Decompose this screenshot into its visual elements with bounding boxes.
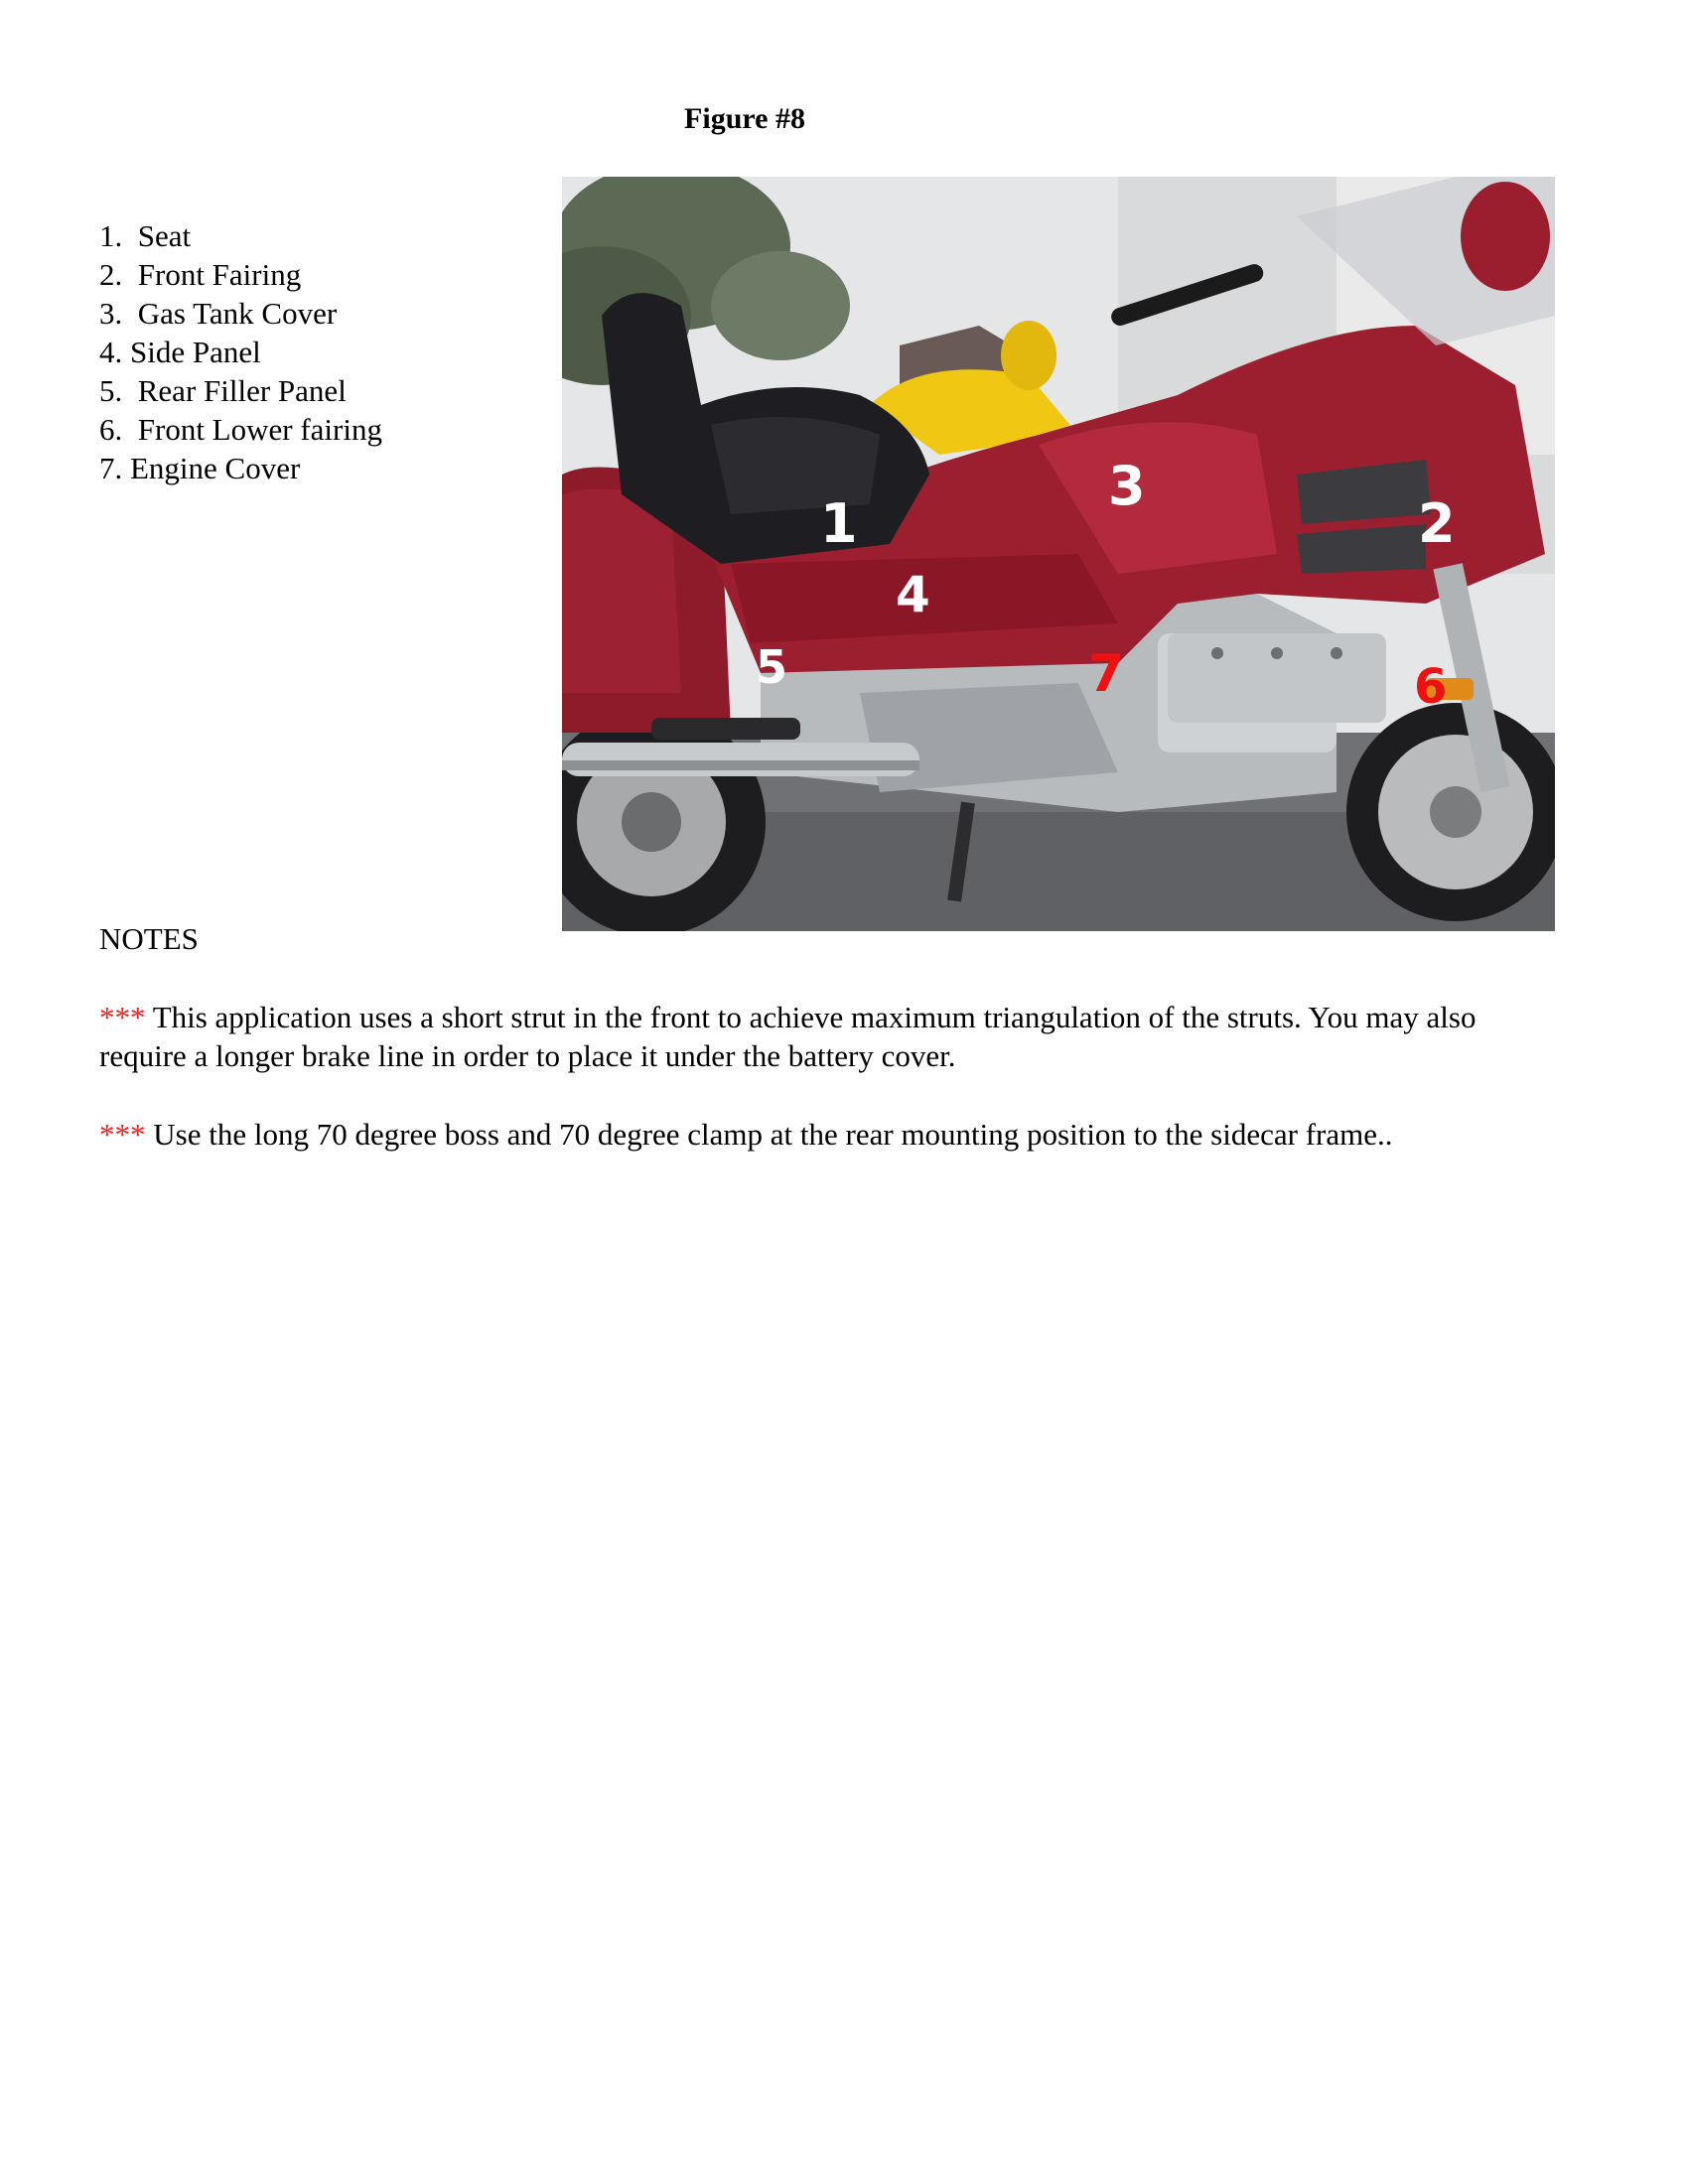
note-marker: *** — [99, 1117, 146, 1152]
callout-1: 1 — [820, 492, 858, 555]
parts-list-item-rear-filler-panel: 5. Rear Filler Panel — [99, 373, 347, 408]
figure-title: Figure #8 — [684, 102, 805, 135]
notes-heading: NOTES — [99, 921, 199, 956]
parts-list-item-front-lower-fairing: 6. Front Lower fairing — [99, 412, 382, 447]
note-rear-mounting — [99, 1115, 1569, 1154]
callout-3: 3 — [1108, 455, 1146, 517]
callout-2: 2 — [1418, 492, 1456, 555]
callout-4: 4 — [896, 566, 930, 623]
parts-list-item-side-panel: 4. Side Panel — [99, 335, 261, 369]
parts-list-item-engine-cover: 7. Engine Cover — [99, 451, 301, 485]
motorcycle-photo — [562, 177, 1555, 931]
callout-6: 6 — [1414, 659, 1448, 715]
note-short-strut — [99, 998, 1569, 1075]
note-text: This application uses a short strut in the front to achieve maximum triangulation of the struts. You may also require a longer brake line in order to place it under the battery cover. — [99, 1000, 1477, 1073]
parts-list-item-front-fairing: 2. Front Fairing — [99, 257, 302, 292]
note-marker: *** — [99, 1000, 146, 1034]
parts-list-item-gas-tank-cover: 3. Gas Tank Cover — [99, 296, 338, 331]
parts-list — [99, 216, 382, 487]
note-text: Use the long 70 degree boss and 70 degree clamp at the rear mounting position to the sidecar frame.. — [145, 1117, 1393, 1152]
callout-5: 5 — [756, 640, 788, 694]
parts-list-item-seat: 1. Seat — [99, 218, 192, 253]
callout-7: 7 — [1088, 644, 1125, 704]
